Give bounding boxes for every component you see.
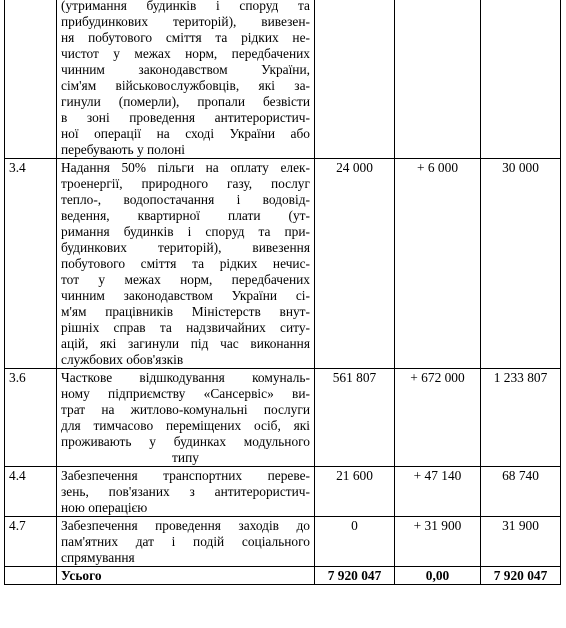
description-line: трат на житлово-комунальні послуги — [61, 402, 310, 417]
row-value-2: + 47 140 — [395, 467, 481, 517]
total-num-cell — [5, 567, 57, 585]
description-line: ацій, які загинули під час виконання — [61, 336, 310, 351]
row-description — [57, 467, 315, 517]
description-line: будинкових територій), вивезення — [61, 240, 310, 255]
row-number: 3.4 — [5, 159, 57, 369]
table-row — [5, 467, 561, 517]
description-line: рішніх справ та надзвичайних ситу- — [61, 320, 310, 335]
row-value-1: 21 600 — [315, 467, 395, 517]
description-line: чинним законодавством України сі- — [61, 288, 310, 303]
row-value-2 — [395, 0, 481, 159]
row-value-2: + 6 000 — [395, 159, 481, 369]
description-line: зень, пов'язаних з антитерористич- — [61, 484, 310, 499]
description-line: спрямування — [61, 550, 135, 565]
row-value-2: + 672 000 — [395, 369, 481, 467]
row-value-1: 561 807 — [315, 369, 395, 467]
row-description — [57, 0, 315, 159]
description-line: службових обов'язків — [61, 352, 184, 367]
description-line: гинули (померли), пропали безвісти — [61, 94, 310, 109]
description-line: пам'ятних дат і подій соціального — [61, 534, 310, 549]
description-line: чинним законодавством України, — [61, 62, 310, 77]
description-line: Часткове відшкодування комуналь- — [61, 370, 310, 385]
budget-table — [4, 0, 561, 585]
description-line: проживають у будинках модульного — [61, 434, 310, 449]
description-line: ною операцією — [61, 500, 148, 515]
description-line: троенергії, природного газу, послуг — [61, 176, 310, 191]
description-line: в зоні проведення антитерористич- — [61, 110, 310, 125]
description-line: Забезпечення транспортних переве- — [61, 468, 310, 483]
row-description — [57, 159, 315, 369]
total-label: Усього — [57, 567, 315, 585]
row-value-3: 1 233 807 — [481, 369, 561, 467]
description-line: римання будинків і споруд та при- — [61, 224, 310, 239]
total-row — [5, 567, 561, 585]
description-line: ня побутового сміття та рідких не- — [61, 30, 310, 45]
description-line: тот у межах норм, передбачених — [61, 272, 310, 287]
description-line: побутового сміття та рідких нечис- — [61, 256, 310, 271]
description-line: Забезпечення проведення заходів до — [61, 518, 310, 533]
row-value-3: 30 000 — [481, 159, 561, 369]
row-number: 4.7 — [5, 517, 57, 567]
table-row — [5, 517, 561, 567]
total-value-3: 7 920 047 — [481, 567, 561, 585]
description-line: чистот у межах норм, передбачених — [61, 46, 310, 61]
description-line: ної операції на сході України або — [61, 126, 310, 141]
row-value-3: 31 900 — [481, 517, 561, 567]
row-number — [5, 0, 57, 159]
description-line: ному підприємству «Сансервіс» ви- — [61, 386, 310, 401]
table-row — [5, 0, 561, 159]
row-value-3 — [481, 0, 561, 159]
row-value-1: 24 000 — [315, 159, 395, 369]
row-value-1 — [315, 0, 395, 159]
description-line: сім'ям військовослужбовців, які за- — [61, 78, 310, 93]
description-line: Надання 50% пільги на оплату елек- — [61, 160, 310, 175]
description-line: (утримання будинків і споруд та — [61, 0, 310, 13]
row-description — [57, 517, 315, 567]
total-value-1: 7 920 047 — [315, 567, 395, 585]
description-line: прибудинкових територій), вивезен- — [61, 14, 310, 29]
table-body — [5, 0, 561, 585]
row-description — [57, 369, 315, 467]
row-number: 4.4 — [5, 467, 57, 517]
row-value-3: 68 740 — [481, 467, 561, 517]
description-line: м'ям працівників Міністерств внут- — [61, 304, 310, 319]
description-line: для тимчасово переміщених осіб, які — [61, 418, 310, 433]
row-value-2: + 31 900 — [395, 517, 481, 567]
description-line: типу — [172, 450, 199, 465]
row-number: 3.6 — [5, 369, 57, 467]
row-value-1: 0 — [315, 517, 395, 567]
description-line: перебувають у полоні — [61, 142, 185, 157]
description-line: тепло-, водопостачання і водовід- — [61, 192, 310, 207]
table-row — [5, 159, 561, 369]
table-row — [5, 369, 561, 467]
description-line: ведення, квартирної плати (ут- — [61, 208, 310, 223]
total-value-2: 0,00 — [395, 567, 481, 585]
